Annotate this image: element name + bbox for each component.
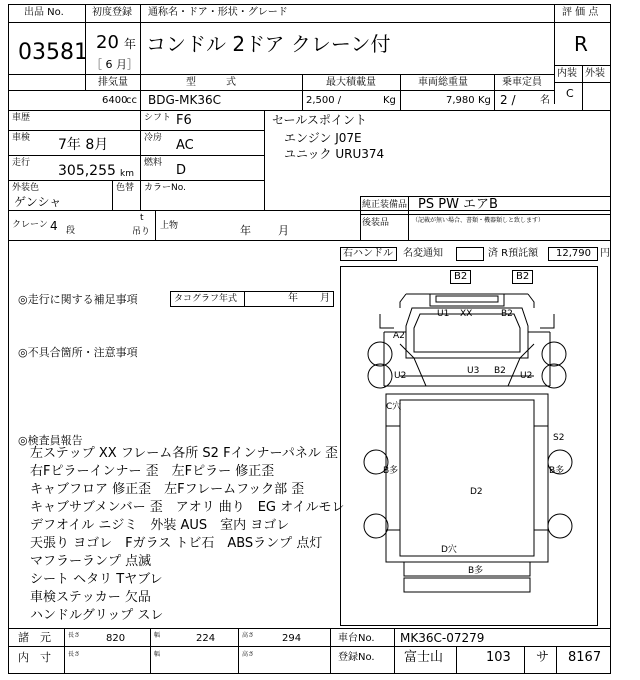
first-reg-label: 初度登録	[92, 7, 132, 18]
damage-mark: B2	[494, 366, 506, 376]
year-unit: 年	[124, 37, 137, 51]
model-value: BDG-MK36C	[148, 93, 221, 107]
report-line: キャブフロア 修正歪 左Fフレームフック部 歪	[30, 482, 305, 497]
gross-weight-label: 車両総重量	[418, 77, 468, 88]
lot-label: 出品 No.	[24, 7, 64, 18]
report-line: キャブサブメンバー 歪 アオリ 曲り EG オイルモレ	[30, 500, 345, 515]
upper-year-unit: 年	[240, 224, 251, 237]
reg-place: 富士山	[404, 650, 444, 665]
damage-mark: B多	[383, 466, 399, 476]
report-line: 天張り ヨゴレ Fガラス トビ石 ABSランプ 点灯	[30, 536, 323, 551]
vehicle-name: コンドル 2ドア クレーン付	[146, 32, 391, 56]
model-label: 型 式	[186, 77, 236, 88]
shift-value: F6	[176, 113, 192, 128]
upper-label: 上物	[160, 221, 179, 231]
ac-label: 冷房	[144, 133, 163, 143]
sales-points-label: セールスポイント	[272, 113, 367, 127]
capacity-unit: 名	[540, 95, 550, 106]
sales-point-line1: エンジン J07E	[284, 131, 362, 145]
chassis-label: 車台No.	[338, 633, 375, 644]
damage-mark: D穴	[441, 545, 457, 555]
max-load-value: 2,500 /	[306, 95, 342, 106]
recycle-amount: 12,790	[556, 248, 591, 259]
damage-mark: B2	[512, 270, 533, 284]
interior-width-label: 幅	[154, 651, 161, 658]
capacity-label: 乗車定員	[502, 77, 542, 88]
chassis-value: MK36C-07279	[400, 631, 485, 645]
damage-mark: XX	[460, 309, 473, 319]
color-number-label: カラーNo.	[144, 183, 186, 193]
crane-ton-unit: t	[140, 213, 144, 223]
damage-mark: B2	[501, 309, 513, 319]
gross-weight-unit: Kg	[478, 95, 491, 106]
aftermarket-note: （記載が無い場合、書類・機器類しと致します）	[412, 217, 545, 224]
upper-month-unit: 月	[278, 224, 289, 237]
defects-label: ◎不具合箇所・注意事項	[18, 346, 138, 359]
report-line: 右Fピラーインナー 歪 左Fピラー 修正歪	[30, 464, 275, 479]
crane-hanging-unit: 吊り	[132, 227, 151, 237]
ac-value: AC	[176, 138, 194, 153]
damage-mark: A2	[393, 331, 405, 341]
steering-value: 右ハンドル	[343, 248, 393, 259]
report-line: デフオイル ニジミ 外装 AUS 室内 ヨゴレ	[30, 518, 290, 533]
first-reg-year: 20	[96, 32, 119, 53]
history-label: 車歴	[12, 113, 31, 123]
crane-stages: 4	[50, 219, 58, 233]
color-value: ゲンシャ	[14, 195, 62, 209]
tacho-month-unit: 月	[320, 293, 330, 304]
report-line: ハンドルグリップ スレ	[30, 608, 164, 623]
damage-mark: B2	[450, 270, 471, 284]
change-notice-box	[456, 247, 484, 261]
mileage-label: 走行	[12, 158, 31, 168]
report-line: 車検ステッカー 欠品	[30, 590, 151, 605]
grade-value: R	[574, 32, 588, 56]
reg-kana: サ	[536, 650, 550, 665]
length-value: 820	[106, 633, 126, 644]
displacement-unit: cc	[126, 95, 137, 106]
mileage-value: 305,255	[58, 163, 116, 179]
reg-class: 103	[486, 650, 511, 665]
reg-number: 8167	[568, 650, 602, 665]
damage-mark: S2	[553, 433, 565, 443]
color-change-label: 色替	[116, 183, 135, 193]
damage-mark: U2	[520, 371, 533, 381]
dimensions-label: 諸 元	[18, 631, 51, 644]
interior-length-label: 長さ	[68, 651, 81, 658]
width-label: 幅	[154, 632, 161, 639]
gross-weight-value: 7,980	[446, 95, 475, 106]
capacity-value: 2 /	[500, 93, 516, 107]
crane-stage-unit: 段	[66, 226, 76, 236]
report-line: シート ヘタリ Tヤブレ	[30, 572, 163, 587]
max-load-unit: Kg	[383, 95, 396, 106]
exterior-label: 外装	[585, 68, 605, 79]
fuel-value: D	[176, 163, 187, 178]
displacement-label: 排気量	[98, 77, 128, 88]
crane-label: クレーン	[12, 220, 48, 230]
registration-label: 登録No.	[338, 652, 375, 663]
tacho-year-unit: 年	[288, 293, 298, 304]
vehicle-name-label: 通称名・ドア・形状・グレード	[148, 7, 288, 18]
genuine-equipment-value: PS PW エアB	[418, 197, 498, 212]
interior-value: C	[566, 87, 574, 100]
inspector-report-label: ◎検査員報告	[18, 434, 83, 447]
lot-number: 03581	[18, 40, 88, 65]
interior-height-label: 高さ	[242, 651, 255, 658]
running-notes-label: ◎走行に関する補足事項	[18, 293, 138, 306]
recycle-label: 済 R預託額	[488, 248, 539, 259]
length-label: 長さ	[68, 632, 81, 639]
displacement-value: 6400	[102, 95, 128, 106]
color-label: 外装色	[12, 183, 40, 193]
damage-mark: D2	[470, 487, 483, 497]
aftermarket-label: 後装品	[362, 218, 390, 228]
recycle-unit: 円	[600, 248, 610, 259]
report-line: マフラーランプ 点滅	[30, 554, 152, 569]
genuine-equipment-label: 純正装備品	[362, 200, 408, 210]
damage-mark: U1	[437, 309, 450, 319]
height-label: 高さ	[242, 632, 255, 639]
first-reg-month: ［ 6 月］	[91, 58, 138, 71]
interior-dims-label: 内 寸	[18, 651, 51, 664]
damage-mark: C穴	[386, 402, 402, 412]
inspection-value: 7年 8月	[58, 137, 109, 153]
width-value: 224	[196, 633, 216, 644]
grade-label: 評 価 点	[562, 7, 599, 18]
fuel-label: 燃料	[144, 158, 163, 168]
damage-mark: U2	[394, 371, 407, 381]
damage-mark: U3	[467, 366, 480, 376]
damage-mark: B多	[468, 566, 484, 576]
tacho-label: タコグラフ年式	[174, 294, 238, 304]
shift-label: シフト	[144, 113, 172, 123]
damage-mark: B多	[549, 466, 565, 476]
mileage-unit: km	[120, 169, 134, 179]
interior-label: 内装	[557, 68, 577, 79]
change-notice-label: 名変通知	[403, 248, 443, 259]
max-load-label: 最大積載量	[326, 77, 376, 88]
sales-point-line2: ユニック URU374	[284, 147, 385, 161]
report-line: 左ステップ XX フレーム各所 S2 Fインナーパネル 歪	[30, 446, 339, 461]
height-value: 294	[282, 633, 302, 644]
inspection-label: 車検	[12, 133, 31, 143]
